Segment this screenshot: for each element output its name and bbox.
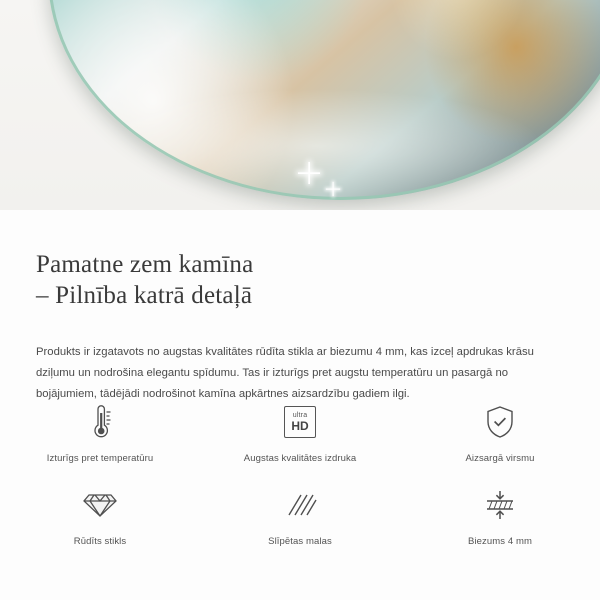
feature-item-surface-protection [400,395,600,464]
page-title [0,227,600,311]
ultra-hd-badge-bottom: HD [291,419,309,433]
feature-label: Rūdīts stikls [73,536,127,547]
ultra-hd-badge-top: ultra [292,412,308,419]
feature-item-tempered-glass [0,478,200,547]
feature-label: Izturīgs pret temperatūru [46,453,154,464]
feature-grid [0,395,600,547]
ultra-hd-icon [284,401,316,443]
feature-item-thickness [400,478,600,547]
thermometer-icon [83,401,117,443]
diamond-icon [82,484,118,526]
feature-item-print-quality [200,395,400,464]
headline-line-1: Pamatne zem kamīna [36,250,254,278]
feature-label: Slīpētas malas [268,536,332,547]
shield-check-icon [484,401,516,443]
feature-label: Aizsargā virsmu [465,453,535,464]
feature-label: Biezums 4 mm [467,536,533,547]
headline-line-2: – Pilnība katrā detaļā [36,281,253,309]
hero-image [0,0,600,210]
feature-item-temperature [0,395,200,464]
feature-label: Augstas kvalitātes izdruka [243,453,357,464]
polished-edges-icon [283,484,317,526]
body-text: Produkts ir izgatavots no augstas kvalitātes rūdīta stikla ar biezumu 4 mm, kas izceļ apdrukas krāsu dziļumu un nodrošina elegantu spīdumu. Tas ir izturīgs pret augstu temperatūru un pasargā no bojājumiem, tādējādi nodrošinot kamīna apkārtnes aizsardzību gadiem ilgi. [36,345,534,400]
thickness-icon [482,484,518,526]
feature-item-polished-edges [200,478,400,547]
content-block [0,210,600,416]
